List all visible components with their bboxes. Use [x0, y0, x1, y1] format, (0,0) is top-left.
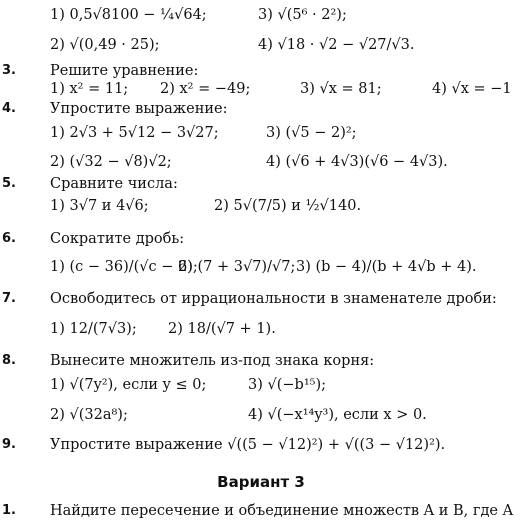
variant-heading: Вариант 3 — [217, 473, 305, 491]
task-item: 1) 2√3 + 5√12 − 3√27; — [50, 125, 219, 141]
task-number: 7. — [2, 291, 16, 306]
task-item: 2) 18/(√7 + 1). — [168, 321, 276, 337]
task-title: Вынесите множитель из-под знака корня: — [50, 353, 375, 369]
task-title: Сравните числа: — [50, 176, 178, 192]
task-cont-item-3: 3) √(5⁶ · 2²); — [258, 7, 347, 23]
task-item: 4) (√6 + 4√3)(√6 − 4√3). — [266, 154, 448, 170]
task-item: 2) √(32a⁸); — [50, 407, 128, 423]
task-item: 2) x² = −49; — [160, 81, 251, 97]
task-title: Решите уравнение: — [50, 63, 199, 79]
task-number: 5. — [2, 176, 16, 191]
task-number: 1. — [2, 503, 16, 518]
task-item: 3) (b − 4)/(b + 4√b + 4). — [296, 259, 477, 275]
task-item: 4) √x = −1 — [432, 81, 512, 97]
task-item: 1) √(7y²), если y ≤ 0; — [50, 377, 207, 393]
task-item: 4) √(−x¹⁴y³), если x > 0. — [248, 407, 427, 423]
task-item: 3) √x = 81; — [300, 81, 382, 97]
task-number: 6. — [2, 231, 16, 246]
task-cont-item-4: 4) √18 · √2 − √27/√3. — [258, 37, 415, 53]
task-title: Освободитесь от иррациональности в знаменателе дроби: — [50, 291, 497, 307]
task-item: 1) 3√7 и 4√6; — [50, 198, 149, 214]
task-number: 3. — [2, 63, 16, 78]
task-title: Упростите выражение: — [50, 101, 228, 117]
task-item: 3) √(−b¹⁵); — [248, 377, 326, 393]
task-item: 2) (7 + 3√7)/√7; — [178, 259, 296, 275]
task-text: Упростите выражение √((5 − √12)²) + √((3 − √12)²). — [50, 437, 446, 453]
task-item: 1) x² = 11; — [50, 81, 129, 97]
task-item: 2) 5√(7/5) и ½√140. — [214, 198, 362, 214]
task-number: 4. — [2, 101, 16, 116]
task-number: 8. — [2, 353, 16, 368]
task-text: Найдите пересечение и объединение множеств A и B, где A — [50, 503, 514, 519]
task-title: Сократите дробь: — [50, 231, 185, 247]
task-number: 9. — [2, 437, 16, 452]
task-item: 2) (√32 − √8)√2; — [50, 154, 172, 170]
task-item: 3) (√5 − 2)²; — [266, 125, 357, 141]
task-item: 1) 12/(7√3); — [50, 321, 137, 337]
task-cont-item-1: 1) 0,5√8100 − ¼√64; — [50, 7, 207, 23]
task-item: 1) (c − 36)/(√c − 6); — [50, 259, 198, 275]
task-cont-item-2: 2) √(0,49 · 25); — [50, 37, 160, 53]
